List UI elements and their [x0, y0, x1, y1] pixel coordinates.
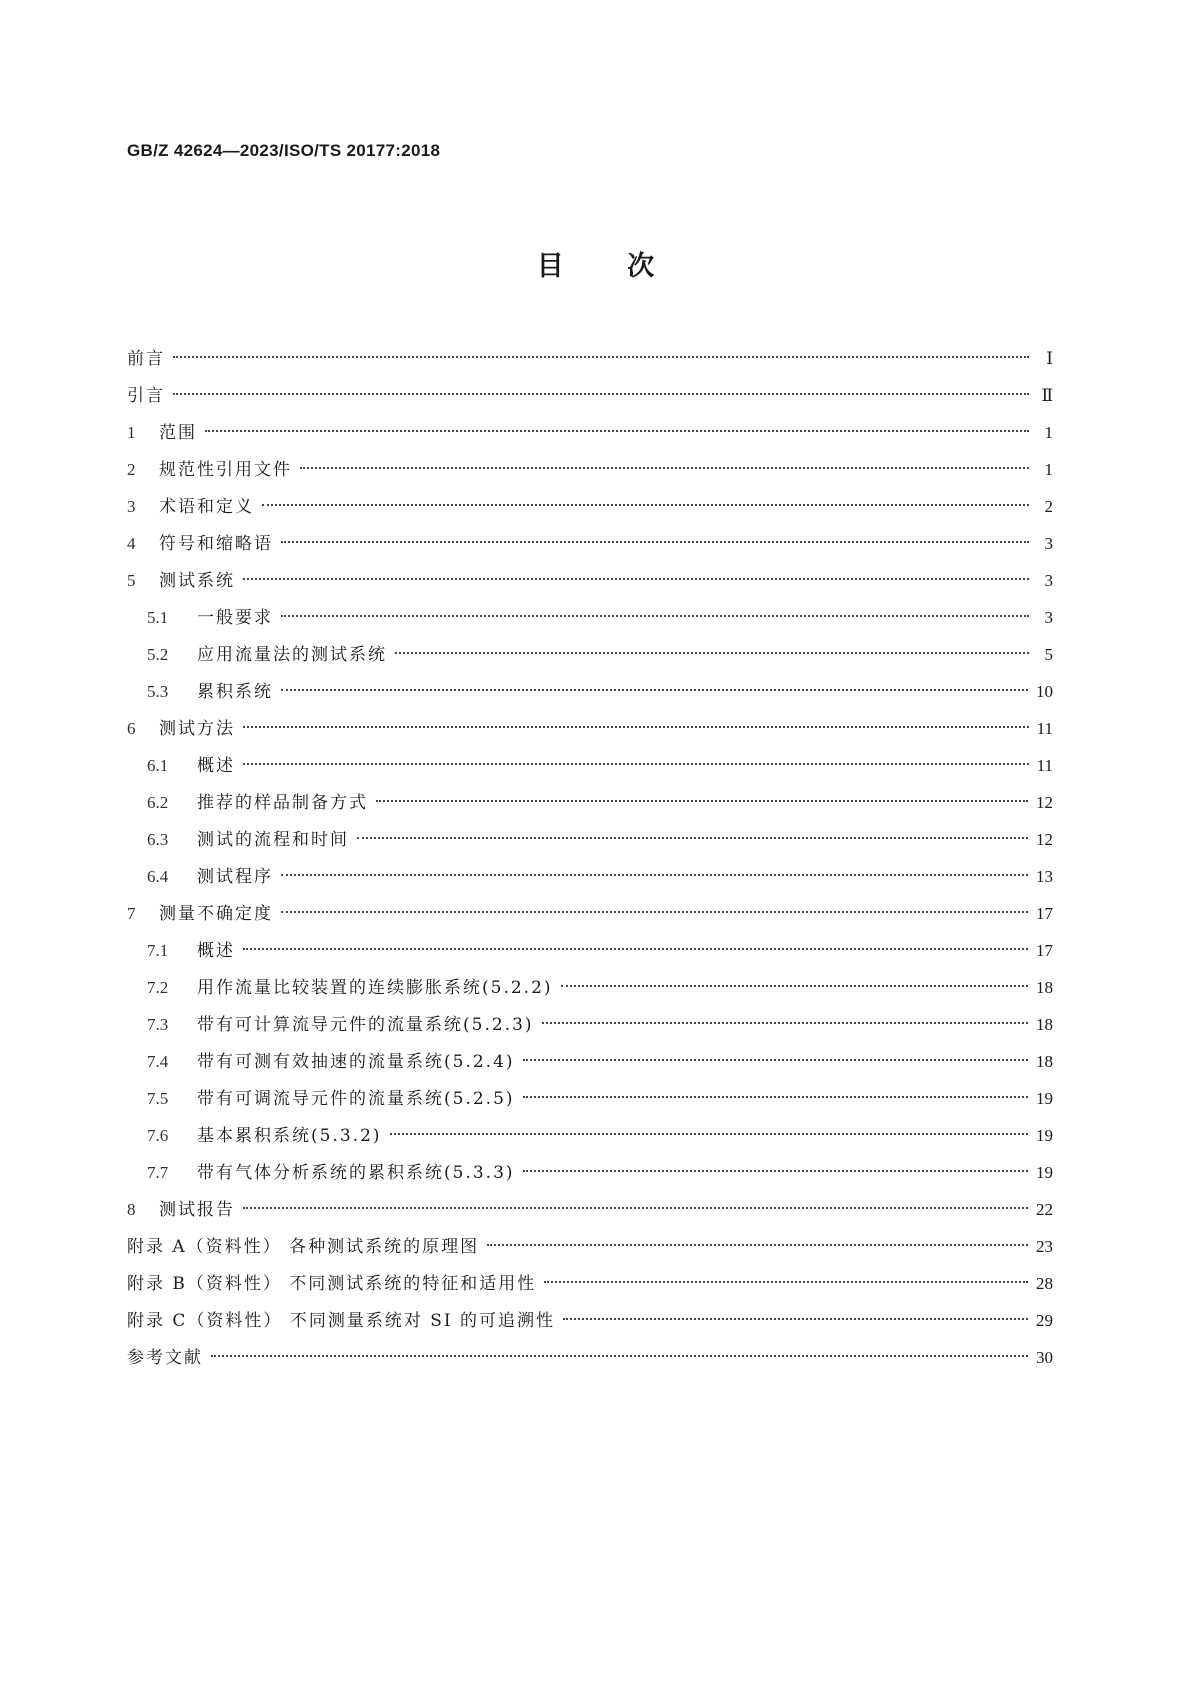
toc-entry[interactable] — [127, 858, 1053, 895]
toc-entry-title: 测试方法 — [159, 719, 235, 739]
toc-entry-page: 19 — [1036, 1163, 1053, 1182]
toc-entry-title: 附录 A（资料性） 各种测试系统的原理图 — [127, 1237, 480, 1257]
toc-entry-page: 17 — [1036, 941, 1053, 960]
toc-entry-page: 29 — [1036, 1311, 1053, 1330]
toc-entry-page: 18 — [1036, 1052, 1053, 1071]
toc-entry-number: 3 — [127, 497, 136, 516]
toc-entry-number: 5.2 — [147, 645, 169, 664]
toc-entry-title: 附录 B（资料性） 不同测试系统的特征和适用性 — [127, 1274, 537, 1294]
toc-entry[interactable] — [127, 451, 1053, 488]
toc-entry-number: 7.3 — [147, 1015, 169, 1034]
toc-entry-page: 12 — [1036, 830, 1053, 849]
dot-leader — [357, 837, 1028, 839]
toc-entry-title: 参考文献 — [127, 1348, 203, 1368]
dot-leader — [390, 1133, 1028, 1135]
toc-entry[interactable] — [127, 969, 1053, 1006]
toc-entry-page: 3 — [1044, 571, 1053, 590]
toc-entry-number: 6 — [127, 719, 136, 738]
dot-leader — [173, 393, 1029, 395]
toc-entry-number: 8 — [127, 1200, 136, 1219]
toc-entry-title: 测量不确定度 — [159, 904, 273, 924]
dot-leader — [300, 467, 1029, 469]
toc-entry-page: 11 — [1036, 756, 1053, 775]
toc-entry-number: 1 — [127, 423, 136, 442]
toc-entry-number: 5.1 — [147, 608, 169, 627]
toc-entry-page: 5 — [1044, 645, 1053, 664]
toc-entry-title: 测试的流程和时间 — [197, 830, 349, 850]
toc-entry[interactable] — [127, 488, 1053, 525]
toc-entry[interactable] — [127, 377, 1053, 414]
toc-entry-title: 范围 — [159, 423, 197, 443]
dot-leader — [281, 615, 1029, 617]
toc-entry[interactable] — [127, 636, 1053, 673]
toc-entry-page: Ⅰ — [1046, 349, 1053, 368]
toc-entry[interactable] — [127, 710, 1053, 747]
dot-leader — [243, 948, 1028, 950]
toc-entry[interactable] — [127, 1080, 1053, 1117]
toc-entry-title: 带有可计算流导元件的流量系统(5.2.3) — [197, 1015, 534, 1035]
dot-leader — [376, 800, 1028, 802]
standard-code: GB/Z 42624—2023/ISO/TS 20177:2018 — [127, 141, 441, 160]
toc-entry-title: 规范性引用文件 — [159, 460, 292, 480]
dot-leader — [544, 1281, 1028, 1283]
toc-entry-number: 4 — [127, 534, 136, 553]
toc-entry[interactable] — [127, 1043, 1053, 1080]
toc-entry[interactable] — [127, 414, 1053, 451]
toc-entry[interactable] — [127, 562, 1053, 599]
toc-entry-title: 测试系统 — [159, 571, 235, 591]
toc-entry-title: 符号和缩略语 — [159, 534, 273, 554]
toc-list — [127, 340, 1053, 1376]
toc-entry-title: 附录 C（资料性） 不同测量系统对 SI 的可追溯性 — [127, 1311, 555, 1331]
dot-leader — [173, 356, 1029, 358]
toc-entry-number: 6.3 — [147, 830, 169, 849]
toc-entry-number: 6.2 — [147, 793, 169, 812]
toc-entry-number: 5.3 — [147, 682, 169, 701]
toc-title: 目 次 — [536, 251, 655, 282]
toc-entry[interactable] — [127, 1117, 1053, 1154]
toc-entry[interactable] — [127, 1265, 1053, 1302]
toc-entry[interactable] — [127, 821, 1053, 858]
toc-entry-number: 7 — [127, 904, 136, 923]
toc-entry[interactable] — [127, 895, 1053, 932]
toc-entry[interactable] — [127, 932, 1053, 969]
toc-entry-title: 引言 — [127, 386, 165, 406]
toc-entry-title: 术语和定义 — [159, 497, 254, 517]
toc-entry-title: 推荐的样品制备方式 — [197, 793, 368, 813]
toc-entry-title: 测试报告 — [159, 1200, 235, 1220]
toc-entry-number: 7.5 — [147, 1089, 169, 1108]
dot-leader — [523, 1170, 1028, 1172]
toc-entry-number: 7.7 — [147, 1163, 169, 1182]
toc-entry-title: 一般要求 — [197, 608, 273, 628]
dot-leader — [523, 1096, 1028, 1098]
toc-entry-page: 3 — [1044, 608, 1053, 627]
dot-leader — [262, 504, 1029, 506]
dot-leader — [563, 1318, 1028, 1320]
toc-entry-page: 3 — [1044, 534, 1053, 553]
toc-entry-title: 测试程序 — [197, 867, 273, 887]
toc-entry-page: 18 — [1036, 1015, 1053, 1034]
toc-entry-page: 19 — [1036, 1089, 1053, 1108]
toc-entry-page: 11 — [1036, 719, 1053, 738]
toc-entry-page: 17 — [1036, 904, 1053, 923]
dot-leader — [281, 689, 1028, 691]
dot-leader — [542, 1022, 1028, 1024]
toc-entry-page: 12 — [1036, 793, 1053, 812]
toc-entry-page: 28 — [1036, 1274, 1053, 1293]
toc-entry-number: 7.2 — [147, 978, 169, 997]
toc-entry-title: 前言 — [127, 349, 165, 369]
toc-entry-page: 19 — [1036, 1126, 1053, 1145]
toc-entry[interactable] — [127, 1302, 1053, 1339]
dot-leader — [281, 541, 1029, 543]
toc-entry[interactable] — [127, 784, 1053, 821]
toc-entry[interactable] — [127, 747, 1053, 784]
toc-entry[interactable] — [127, 1006, 1053, 1043]
toc-entry-title: 基本累积系统(5.3.2) — [197, 1126, 382, 1146]
toc-entry-number: 7.4 — [147, 1052, 169, 1071]
toc-entry-page: 10 — [1036, 682, 1053, 701]
toc-entry-number: 6.1 — [147, 756, 169, 775]
dot-leader — [205, 430, 1029, 432]
toc-entry-number: 5 — [127, 571, 136, 590]
toc-entry-page: 2 — [1044, 497, 1053, 516]
toc-entry[interactable] — [127, 1191, 1053, 1228]
toc-entry-number: 2 — [127, 460, 136, 479]
toc-entry-title: 带有气体分析系统的累积系统(5.3.3) — [197, 1163, 515, 1183]
toc-entry-title: 带有可调流导元件的流量系统(5.2.5) — [197, 1089, 515, 1109]
toc-entry-title: 概述 — [197, 941, 235, 961]
toc-entry-page: 1 — [1044, 423, 1053, 442]
dot-leader — [281, 874, 1028, 876]
dot-leader — [561, 985, 1028, 987]
dot-leader — [243, 763, 1029, 765]
toc-entry-page: 18 — [1036, 978, 1053, 997]
toc-entry-page: 22 — [1036, 1200, 1053, 1219]
dot-leader — [243, 578, 1029, 580]
toc-entry[interactable] — [127, 1228, 1053, 1265]
toc-entry-page: 13 — [1036, 867, 1053, 886]
toc-entry-title: 用作流量比较装置的连续膨胀系统(5.2.2) — [197, 978, 553, 998]
toc-entry-page: 23 — [1036, 1237, 1053, 1256]
toc-entry-title: 应用流量法的测试系统 — [197, 645, 387, 665]
toc-entry-number: 7.6 — [147, 1126, 169, 1145]
toc-entry[interactable] — [127, 599, 1053, 636]
dot-leader — [523, 1059, 1028, 1061]
toc-entry[interactable] — [127, 673, 1053, 710]
toc-entry-number: 7.1 — [147, 941, 169, 960]
toc-entry-title: 概述 — [197, 756, 235, 776]
toc-entry-page: Ⅱ — [1041, 386, 1053, 405]
toc-entry[interactable] — [127, 1154, 1053, 1191]
dot-leader — [395, 652, 1029, 654]
toc-entry-page: 30 — [1036, 1348, 1053, 1367]
dot-leader — [243, 1207, 1028, 1209]
toc-entry-page: 1 — [1044, 460, 1053, 479]
toc-entry[interactable] — [127, 1339, 1053, 1376]
toc-entry-title: 带有可测有效抽速的流量系统(5.2.4) — [197, 1052, 515, 1072]
dot-leader — [243, 726, 1029, 728]
toc-entry[interactable] — [127, 525, 1053, 562]
toc-entry-title: 累积系统 — [197, 682, 273, 702]
dot-leader — [487, 1244, 1028, 1246]
dot-leader — [281, 911, 1028, 913]
toc-entry[interactable] — [127, 340, 1053, 377]
toc-entry-number: 6.4 — [147, 867, 169, 886]
dot-leader — [211, 1355, 1028, 1357]
